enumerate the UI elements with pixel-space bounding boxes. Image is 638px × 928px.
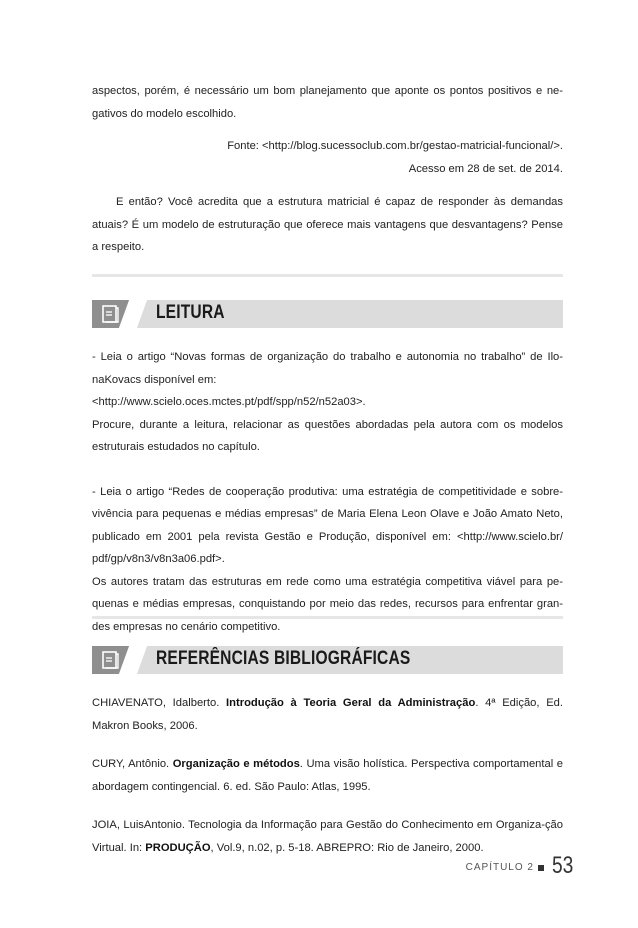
square-bullet-icon [538,865,544,871]
reading-1-instructions: Procure, durante a leitura, relacionar as questões abordadas pela autora com os modelos estruturais estudados no capítulo. [92,418,563,453]
leitura-section [92,346,563,638]
leitura-title: LEITURA [156,302,225,323]
chapter-label: CAPÍTULO 2 [465,862,534,873]
reading-1-intro: - Leia o artigo “Novas formas de organização do trabalho e autonomia no trabalho” de Ilo-naKovacs disponível em: [92,351,563,386]
reference-cury: CURY, Antônio. Organização e métodos. Uma visão holística. Perspectiva comportamental e abordagem contingencial. 6. ed. São Paulo: Atlas, 1995. [92,758,563,793]
references-section [92,692,563,859]
reading-2-summary: Os autores tratam das estruturas em rede como uma estratégia competitiva viável para pe-quenas e médias empresas, conquistando por meio das redes, recursos para enfrentar gran-des empresas no cenário competitivo. [92,575,563,633]
section-divider [92,274,563,277]
book-icon [101,650,121,670]
book-icon [101,304,121,324]
referencias-title: REFERÊNCIAS BIBLIOGRÁFICAS [156,648,411,669]
referencias-header [92,646,563,674]
reading-1-link[interactable]: <http://www.scielo.oces.mctes.pt/pdf/spp/n52/n52a03>. [92,396,366,408]
intro-paragraph: aspectos, porém, é necessário um bom planejamento que aponte os pontos positivos e ne-gativos do modelo escolhido. [92,85,563,120]
leitura-header [92,300,563,328]
source-line: Fonte: <http://blog.sucessoclub.com.br/gestao-matricial-funcional/>. [227,140,563,152]
page-footer [0,852,638,882]
reading-2-intro: - Leia o artigo “Redes de cooperação produtiva: uma estratégia de competitividade e sobre-vivência para pequenas e médias empresas” de Maria Elena Leon Olave e João Amato Neto, publicado em 2001 pela revista Gestão e Produção, disponível em: <http://www.scielo.br/ pdf/gp/v8n3/v8n3a06.pdf>. [92,485,563,565]
reference-joia: JOIA, LuisAntonio. Tecnologia da Informação para Gestão do Conhecimento em Organiza-ção Virtual. In: PRODUÇÃO, Vol.9, n.02, p. 5-18. ABREPRO: Rio de Janeiro, 2000. [92,819,563,854]
intro-section [92,80,563,259]
question-paragraph: E então? Você acredita que a estrutura matricial é capaz de responder às demandas atuais? É um modelo de estruturação que oferece mais vantagens que desvantagens? Pense a respeito. [92,196,563,253]
page-number: 53 [552,852,574,879]
reference-chiavenato: CHIAVENATO, Idalberto. Introdução à Teoria Geral da Administração. 4ª Edição, Ed. Makron Books, 2006. [92,697,564,732]
section-divider [92,616,563,619]
access-date-line: Acesso em 28 de set. de 2014. [408,162,563,175]
